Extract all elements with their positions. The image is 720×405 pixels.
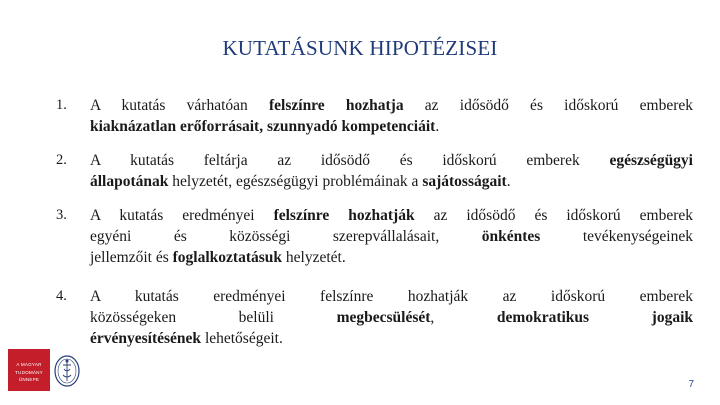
body-text: jellemzőit és	[90, 249, 173, 266]
text-line	[90, 328, 693, 349]
body-text: közösségeken belüli	[90, 309, 337, 326]
text-line	[90, 247, 693, 268]
body-text: az idősödő és időskorú emberek	[403, 97, 694, 114]
emphasized-text: foglalkoztatásuk	[172, 249, 283, 266]
emphasized-text: felszínre hozhatják	[273, 207, 415, 224]
event-logo	[8, 349, 50, 391]
emphasized-text: egészségügyi	[609, 152, 693, 169]
body-text: .	[506, 173, 511, 190]
item-number: 4.	[56, 288, 67, 304]
body-text: ,	[430, 309, 497, 326]
item-text	[90, 286, 693, 349]
item-text	[90, 95, 693, 137]
text-line	[90, 286, 693, 307]
emphasized-text: önkéntes	[481, 228, 541, 245]
slide-title: KUTATÁSUNK HIPOTÉZISEI	[222, 36, 498, 60]
body-text: tevékenységeinek	[540, 228, 693, 245]
body-text: .	[435, 118, 440, 135]
item-text	[90, 205, 693, 268]
text-line	[90, 116, 693, 137]
text-line	[90, 171, 693, 192]
body-text: egyéni és közösségi szerepvállalásait,	[90, 228, 482, 245]
body-text: A kutatás feltárja az idősödő és időskorú emberek	[90, 152, 610, 169]
emphasized-text: sajátosságait	[422, 173, 507, 190]
body-text: helyzetét.	[282, 249, 346, 266]
item-text	[90, 150, 693, 192]
body-text: A kutatás várhatóan	[90, 97, 269, 114]
item-number: 2.	[56, 152, 67, 168]
emphasized-text: demokratikus jogaik	[496, 309, 693, 326]
emphasized-text: kiaknázatlan erőforrásait, szunnyadó kompetenciáit	[90, 118, 436, 135]
text-line	[90, 226, 693, 247]
text-line	[90, 307, 693, 328]
university-seal-icon	[54, 347, 80, 395]
text-line	[90, 205, 693, 226]
emphasized-text: állapotának	[90, 173, 169, 190]
body-text: lehetőségeit.	[201, 330, 283, 347]
body-text: helyzetét, egészségügyi problémáinak a	[168, 173, 423, 190]
text-line	[90, 150, 693, 171]
item-number: 1.	[56, 97, 67, 113]
logo-line: ÜNNEPE	[18, 377, 40, 382]
page-number: 7	[688, 379, 694, 390]
item-number: 3.	[56, 207, 67, 223]
body-text: az idősödő és időskorú emberek	[414, 207, 693, 224]
logo-line: TUDOMÁNY	[15, 369, 43, 375]
emphasized-text: megbecsülését	[336, 309, 431, 326]
text-line	[90, 95, 693, 116]
body-text: A kutatás eredményei felszínre hozhatják az időskorú emberek	[90, 288, 693, 305]
emphasized-text: érvényesítésének	[90, 330, 202, 347]
emphasized-text: felszínre hozhatja	[269, 97, 404, 114]
logo-line: A MAGYAR	[16, 362, 42, 367]
body-text: A kutatás eredményei	[90, 207, 274, 224]
